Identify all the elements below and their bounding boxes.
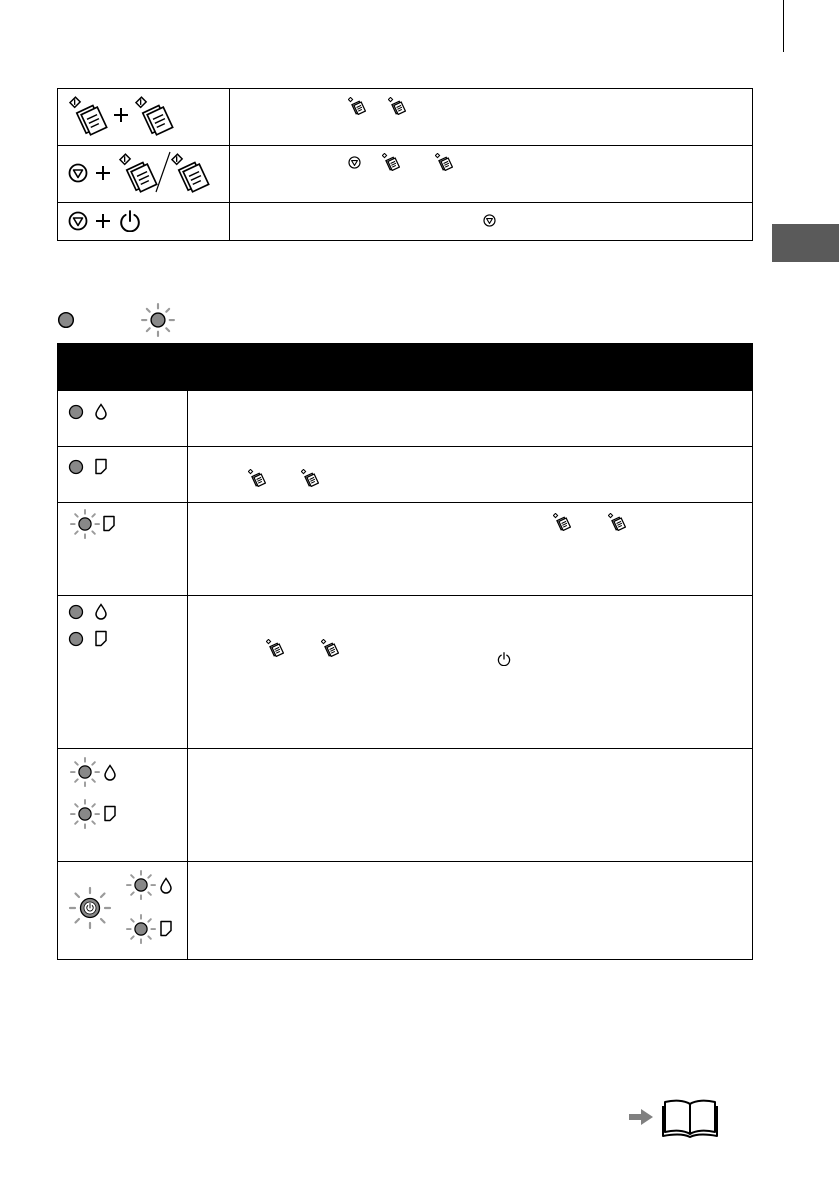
led-flashing-icon (70, 799, 100, 829)
copy-button-icon (266, 639, 284, 657)
led-flashing-icon (141, 303, 175, 337)
indicator-cell (58, 749, 188, 862)
status-row (58, 390, 752, 447)
led-flashing-icon (70, 509, 100, 539)
status-row (58, 502, 752, 596)
power-icon (497, 652, 511, 666)
description-cell (188, 503, 752, 596)
led-flashing-icon (126, 914, 156, 944)
led-on-icon (68, 459, 84, 475)
led-flashing-icon (126, 870, 156, 900)
led-flashing-icon (70, 757, 100, 787)
led-on-icon (68, 404, 84, 420)
combo-row (58, 89, 752, 146)
description-cell (188, 862, 752, 960)
combo-row (58, 203, 752, 240)
copy-button-icon (170, 153, 210, 193)
paper-icon (95, 458, 107, 475)
paper-icon (160, 920, 172, 937)
paper-icon (95, 630, 107, 647)
combo-row (58, 146, 752, 203)
combo-description-cell (230, 89, 752, 145)
indicator-cell (58, 503, 188, 596)
combo-icons-cell (58, 146, 230, 202)
copy-button-icon (382, 153, 400, 171)
copy-button-icon (134, 96, 174, 136)
corner-rule-line (783, 0, 784, 52)
copy-button-icon (388, 97, 406, 115)
power-led-flashing-icon (68, 886, 112, 930)
status-row (58, 861, 752, 960)
combo-icons-cell (58, 89, 230, 145)
combo-description-cell (230, 203, 752, 240)
led-on-icon (68, 604, 84, 620)
indicator-cell (58, 447, 188, 503)
stop-button-icon (348, 156, 361, 169)
status-row (58, 446, 752, 503)
ink-drop-icon (104, 764, 116, 781)
led-legend (57, 303, 197, 339)
plus-icon (113, 107, 129, 123)
copy-button-icon (301, 469, 319, 487)
section-tab-marker (772, 224, 839, 262)
arrow-right-icon (628, 1108, 654, 1126)
status-row (58, 595, 752, 749)
copy-button-icon (435, 153, 453, 171)
ink-drop-icon (95, 403, 107, 420)
description-cell (188, 749, 752, 862)
copy-button-icon (248, 469, 266, 487)
copy-button-icon (553, 513, 571, 531)
indicator-cell (58, 391, 188, 447)
plus-icon (95, 165, 111, 181)
paper-icon (103, 515, 115, 532)
combo-icons-cell (58, 203, 230, 240)
stop-button-icon (483, 214, 496, 227)
power-icon (119, 210, 141, 232)
manual-book-icon (662, 1098, 718, 1138)
description-cell (188, 447, 752, 503)
status-row (58, 748, 752, 862)
copy-button-icon (348, 97, 366, 115)
status-light-table (57, 343, 753, 960)
plus-icon (95, 213, 111, 229)
led-on-icon (68, 631, 84, 647)
button-combination-table (57, 88, 753, 241)
ink-drop-icon (95, 603, 107, 620)
description-cell (188, 596, 752, 749)
combo-description-cell (230, 146, 752, 202)
copy-button-icon (118, 153, 158, 193)
table-header (58, 344, 752, 390)
stop-button-icon (68, 211, 88, 231)
copy-button-icon (608, 513, 626, 531)
indicator-cell (58, 596, 188, 749)
stop-button-icon (68, 163, 88, 183)
copy-button-icon (68, 96, 108, 136)
description-cell (188, 391, 752, 447)
indicator-cell (58, 862, 188, 960)
led-on-icon (57, 311, 75, 329)
copy-button-icon (321, 639, 339, 657)
paper-icon (104, 805, 116, 822)
ink-drop-icon (160, 877, 172, 894)
